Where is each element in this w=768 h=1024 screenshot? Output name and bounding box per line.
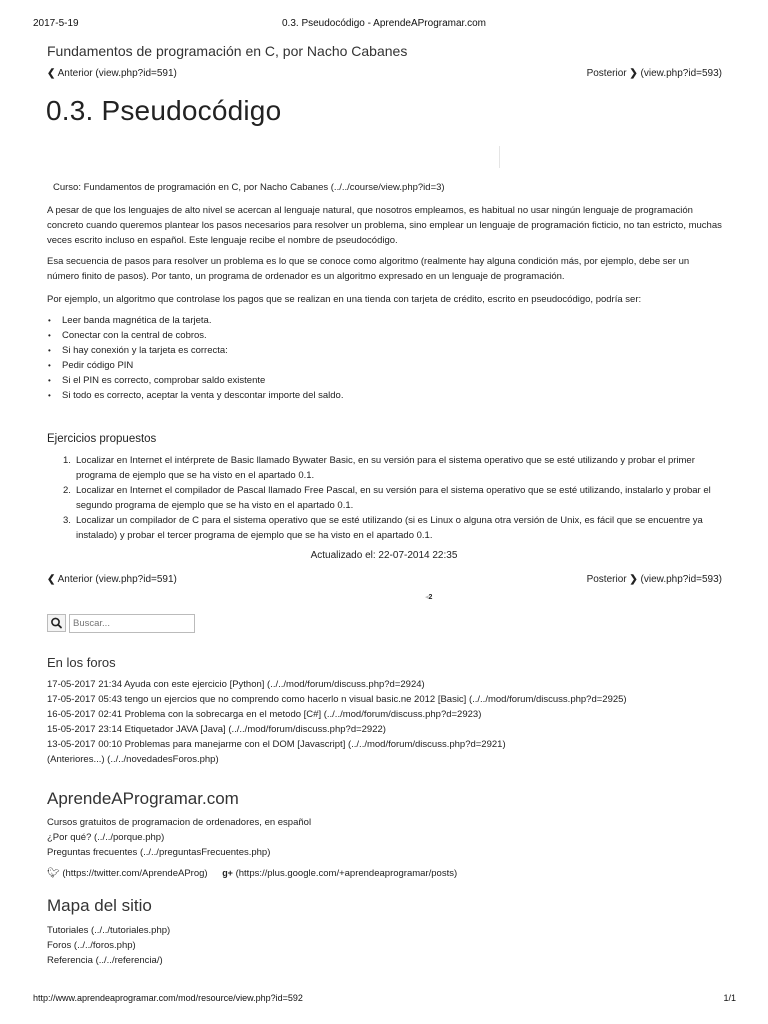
forum-post-link[interactable]: 17-05-2017 21:34 Ayuda con este ejercicio [Python] (../../mod/forum/discuss.php?d=2924) — [47, 679, 425, 690]
older-posts-link[interactable]: (Anteriores...) (../../novedadesForos.php) — [47, 754, 219, 765]
twitter-url: (https://twitter.com/AprendeAProg) — [62, 868, 208, 879]
gplus-url: (https://plus.google.com/+aprendeaprogramar/posts) — [235, 868, 458, 879]
next-link-url: (view.php?id=593) — [640, 574, 722, 585]
next-link-url: (view.php?id=593) — [640, 68, 722, 79]
list-item: • Si todo es correcto, aceptar la venta y descontar importe del saldo. — [62, 388, 343, 403]
exercise-list — [63, 453, 723, 543]
chevron-right-icon: ❯ — [629, 68, 638, 79]
site-title[interactable]: Fundamentos de programación en C, por Nacho Cabanes — [47, 43, 408, 59]
forum-post-link[interactable]: 17-05-2017 05:43 tengo un ejercios que no comprendo como hacerlo n visual basic.ne 2012 [Basic] (../../mod/forum/discuss.php?d=2925) — [47, 694, 627, 705]
course-link[interactable]: Curso: Fundamentos de programación en C, por Nacho Cabanes (../../course/view.php?id=3) — [53, 182, 445, 193]
sitemap-link-tutorials[interactable]: Tutoriales (../../tutoriales.php) — [47, 925, 171, 936]
gplus-link[interactable] — [222, 868, 457, 879]
google-plus-icon: g+ — [222, 868, 233, 878]
prev-link-label: Anterior (view.php?id=591) — [57, 574, 177, 585]
updated-date: Actualizado el: 22-07-2014 22:35 — [310, 550, 458, 561]
pager-number: 2 — [428, 594, 433, 601]
list-item: • Pedir código PIN — [62, 358, 343, 373]
next-link-label: Posterior — [586, 574, 627, 585]
exercise-text: Localizar en Internet el compilador de Pascal llamado Free Pascal, en su versión para el sistema operativo que se esté utilizando, instalarlo y probar el segundo programa de ejemplo que se ha visto en el apartado 0.1. — [76, 485, 711, 511]
prev-link-label: Anterior (view.php?id=591) — [57, 68, 177, 79]
page-title: 0.3. Pseudocódigo — [46, 95, 282, 126]
faq-link[interactable]: Preguntas frecuentes (../../preguntasFrecuentes.php) — [47, 847, 271, 858]
twitter-link[interactable] — [47, 868, 210, 879]
divider — [499, 146, 500, 168]
prev-link-bottom[interactable] — [47, 574, 177, 585]
about-heading: AprendeAProgramar.com — [47, 789, 239, 808]
exercises-heading: Ejercicios propuestos — [47, 433, 157, 445]
paragraph: Por ejemplo, un algoritmo que controlase los pagos que se realizan en una tienda con tarjeta de crédito, escrito en pseudocódigo, podría ser: — [47, 294, 642, 305]
list-item: • Leer banda magnética de la tarjeta. — [62, 313, 343, 328]
pager-arrow-icon: ◂ — [425, 594, 429, 601]
list-item: • Si hay conexión y la tarjeta es correcta: — [62, 343, 343, 358]
twitter-icon: 🐦︎ — [47, 868, 60, 879]
next-link-label: Posterior — [586, 68, 627, 79]
forums-heading: En los foros — [47, 655, 116, 670]
algorithm-steps — [62, 313, 343, 403]
forum-post-link[interactable]: 16-05-2017 02:41 Problema con la sobrecarga en el metodo [C#] (../../mod/forum/discuss.php?d=2923) — [47, 709, 482, 720]
social-links — [47, 866, 457, 881]
chevron-left-icon: ❮ — [47, 68, 56, 79]
exercise-text: Localizar en Internet el intérprete de Basic llamado Bywater Basic, en su versión para el sistema operativo que se esté utilizando y probar el primer programa de ejemplo que se ha visto en el apartado 0.1. — [76, 455, 695, 481]
sitemap-heading: Mapa del sitio — [47, 896, 152, 915]
print-date: 2017-5-19 — [33, 18, 79, 29]
list-item: 1. Localizar en Internet el intérprete de Basic llamado Bywater Basic, en su versión para el sistema operativo que se esté utilizando y probar el primer programa de ejemplo que se ha visto en el apartado 0.1. — [63, 455, 695, 481]
list-item: • Conectar con la central de cobros. — [62, 328, 343, 343]
sitemap-link-forums[interactable]: Foros (../../foros.php) — [47, 940, 136, 951]
search-input[interactable] — [69, 614, 195, 633]
print-title: 0.3. Pseudocódigo - AprendeAProgramar.com — [281, 18, 486, 29]
prev-link[interactable] — [47, 68, 177, 79]
chevron-left-icon: ❮ — [47, 574, 56, 585]
about-tagline: Cursos gratuitos de programacion de ordenadores, en español — [47, 817, 312, 828]
print-footer-url: http://www.aprendeaprogramar.com/mod/resource/view.php?id=592 — [33, 993, 303, 1003]
page-indicator[interactable] — [425, 593, 432, 601]
search-button[interactable] — [47, 614, 66, 632]
list-item: • Si el PIN es correcto, comprobar saldo existente — [62, 373, 343, 388]
list-item: 3. Localizar un compilador de C para el sistema operativo que se esté utilizando (si es Linux o alguna otra versión de Unix, es fácil que se encuentre ya instalado) y probar el tercer programa de ejemplo que se ha visto en el apartado 0.1. — [63, 515, 703, 541]
chevron-right-icon: ❯ — [629, 574, 638, 585]
next-link-bottom[interactable] — [587, 574, 722, 585]
why-link[interactable]: ¿Por qué? (../../porque.php) — [47, 832, 165, 843]
forum-post-link[interactable]: 15-05-2017 23:14 Etiquetador JAVA [Java] (../../mod/forum/discuss.php?d=2922) — [47, 724, 386, 735]
next-link[interactable] — [587, 68, 722, 79]
search-icon — [48, 615, 65, 631]
list-item: 2. Localizar en Internet el compilador de Pascal llamado Free Pascal, en su versión para el sistema operativo que se esté utilizando, instalarlo y probar el segundo programa de ejemplo que se ha visto en el apartado 0.1. — [63, 485, 711, 511]
sitemap-link-reference[interactable]: Referencia (../../referencia/) — [47, 955, 163, 966]
paragraph: A pesar de que los lenguajes de alto nivel se acercan al lenguaje natural, que nosotros empleamos, es habitual no usar ningún lenguaje de programación concreto cuando queremos plantear los pasos necesarios para resolver un problema, sino emplear un lenguaje de programación ficticio, no tan estricto, muchas veces escrito incluso en español. Este lenguaje recibe el nombre de pseudocódigo. — [47, 205, 722, 246]
paragraph: Esa secuencia de pasos para resolver un problema es lo que se conoce como algoritmo (realmente hay alguna condición más, por ejemplo, debe ser un número finito de pasos). Por tanto, un programa de ordenador es un algoritmo expresado en un lenguaje de programación. — [47, 256, 690, 282]
forum-post-link[interactable]: 13-05-2017 00:10 Problemas para manejarme con el DOM [Javascript] (../../mod/forum/discuss.php?d=2921) — [47, 739, 506, 750]
print-page-number: 1/1 — [723, 993, 736, 1003]
exercise-text: Localizar un compilador de C para el sistema operativo que se esté utilizando (si es Linux o alguna otra versión de Unix, es fácil que se encuentre ya instalado) y probar el tercer programa de ejemplo que se ha visto en el apartado 0.1. — [76, 515, 703, 541]
